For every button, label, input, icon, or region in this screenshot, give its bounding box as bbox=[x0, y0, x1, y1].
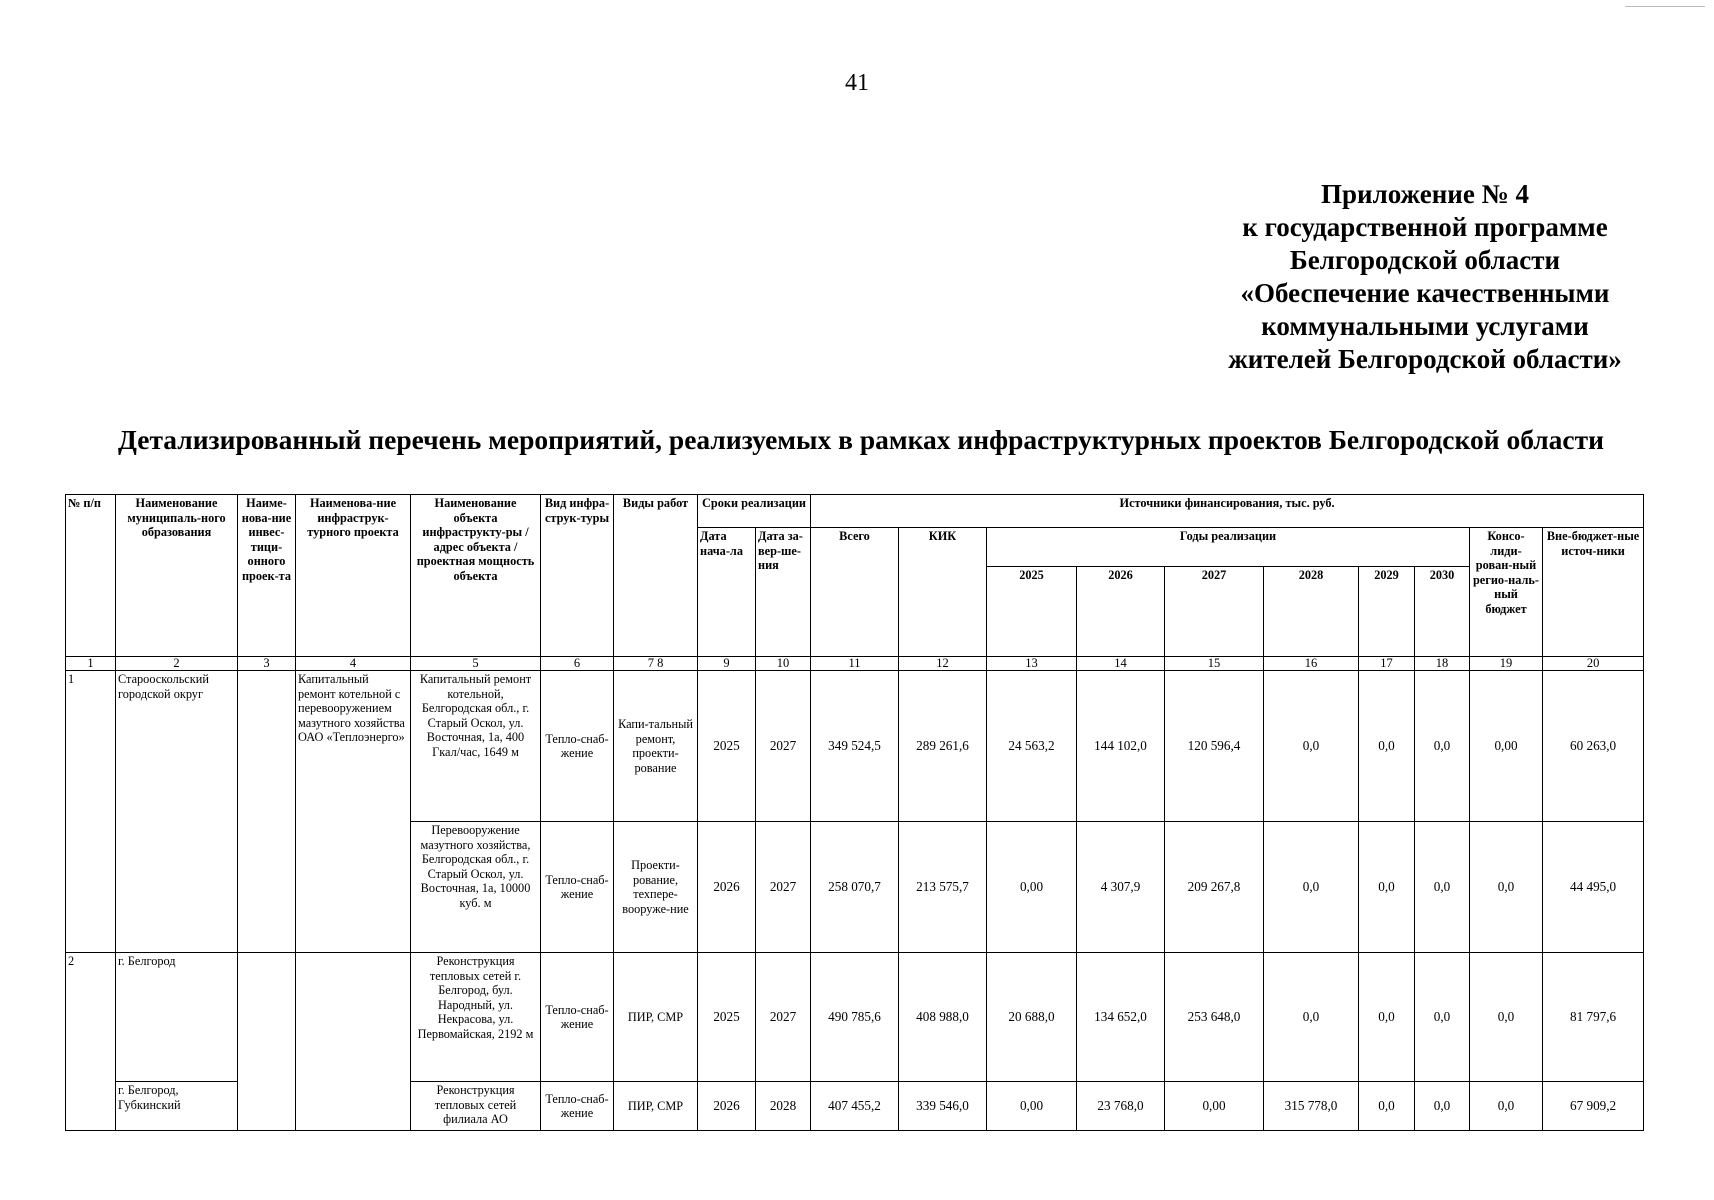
scan-artifact-line bbox=[1625, 6, 1705, 7]
cell-extra: 60 263,0 bbox=[1543, 671, 1644, 822]
header-terms: Сроки реализации bbox=[698, 495, 811, 528]
cell-extra: 81 797,6 bbox=[1543, 953, 1644, 1082]
cell-2030: 0,0 bbox=[1415, 671, 1470, 822]
column-number: 10 bbox=[756, 657, 811, 671]
document-title: Детализированный перечень мероприятий, реализуемых в рамках инфраструктурных проектов Белгородской области bbox=[117, 424, 1604, 455]
cell-2028: 0,0 bbox=[1264, 953, 1359, 1082]
cell-2025: 24 563,2 bbox=[987, 671, 1077, 822]
cell-2027: 253 648,0 bbox=[1165, 953, 1264, 1082]
cell-infra-type: Тепло-снаб-жение bbox=[541, 822, 614, 953]
cell-work-type: Проекти-рование, техпере-вооруже-ние bbox=[614, 822, 698, 953]
cell-start: 2025 bbox=[698, 671, 756, 822]
cell-consolidated: 0,0 bbox=[1470, 953, 1543, 1082]
cell-investment-project bbox=[238, 953, 296, 1131]
cell-extra: 67 909,2 bbox=[1543, 1082, 1644, 1131]
header-work-type: Виды работ bbox=[614, 495, 698, 657]
cell-end: 2027 bbox=[756, 822, 811, 953]
cell-2027: 209 267,8 bbox=[1165, 822, 1264, 953]
cell-municipality: Старооскольский городской округ bbox=[116, 671, 238, 953]
header-end-date: Дата за-вер-ше-ния bbox=[756, 528, 811, 657]
cell-object: Перевооружение мазутного хозяйства, Белгородская обл., г. Старый Оскол, ул. Восточная, 1а, 10000 куб. м bbox=[411, 822, 541, 953]
column-number: 19 bbox=[1470, 657, 1543, 671]
column-number: 18 bbox=[1415, 657, 1470, 671]
header-sources: Источники финансирования, тыс. руб. bbox=[811, 495, 1644, 528]
cell-num: 1 bbox=[66, 671, 116, 953]
column-number: 9 bbox=[698, 657, 756, 671]
cell-consolidated: 0,0 bbox=[1470, 1082, 1543, 1131]
cell-kik: 213 575,7 bbox=[899, 822, 987, 953]
cell-kik: 339 546,0 bbox=[899, 1082, 987, 1131]
cell-investment-project bbox=[238, 671, 296, 953]
header-infra-type: Вид инфра-струк-туры bbox=[541, 495, 614, 657]
table-row bbox=[66, 953, 1644, 1082]
column-number: 6 bbox=[541, 657, 614, 671]
cell-2026: 134 652,0 bbox=[1077, 953, 1165, 1082]
cell-work-type: ПИР, СМР bbox=[614, 1082, 698, 1131]
cell-total: 490 785,6 bbox=[811, 953, 899, 1082]
cell-infra-project bbox=[296, 953, 411, 1131]
cell-kik: 289 261,6 bbox=[899, 671, 987, 822]
cell-2026: 23 768,0 bbox=[1077, 1082, 1165, 1131]
appendix-line: коммунальными услугами bbox=[1261, 311, 1589, 341]
column-number: 4 bbox=[296, 657, 411, 671]
cell-start: 2025 bbox=[698, 953, 756, 1082]
cell-2028: 0,0 bbox=[1264, 671, 1359, 822]
header-year-2025: 2025 bbox=[987, 567, 1077, 657]
table-row bbox=[66, 671, 1644, 822]
cell-work-type: Капи-тальный ремонт, проекти-рование bbox=[614, 671, 698, 822]
cell-work-type: ПИР, СМР bbox=[614, 953, 698, 1082]
cell-infra-type: Тепло-снаб-жение bbox=[541, 671, 614, 822]
cell-end: 2027 bbox=[756, 671, 811, 822]
appendix-heading bbox=[1195, 178, 1655, 376]
column-number: 11 bbox=[811, 657, 899, 671]
header-year-2027: 2027 bbox=[1165, 567, 1264, 657]
column-number: 16 bbox=[1264, 657, 1359, 671]
column-number: 20 bbox=[1543, 657, 1644, 671]
cell-2026: 144 102,0 bbox=[1077, 671, 1165, 822]
cell-2030: 0,0 bbox=[1415, 822, 1470, 953]
cell-extra: 44 495,0 bbox=[1543, 822, 1644, 953]
page-number: 41 bbox=[845, 70, 869, 96]
column-number: 14 bbox=[1077, 657, 1165, 671]
header-kik: КИК bbox=[899, 528, 987, 657]
header-infra-object: Наименование объекта инфраструкту-ры / адрес объекта / проектная мощность объекта bbox=[411, 495, 541, 657]
cell-consolidated: 0,00 bbox=[1470, 671, 1543, 822]
appendix-line: Приложение № 4 bbox=[1321, 179, 1529, 209]
cell-num: 2 bbox=[66, 953, 116, 1131]
column-number: 15 bbox=[1165, 657, 1264, 671]
cell-total: 258 070,7 bbox=[811, 822, 899, 953]
cell-2025: 0,00 bbox=[987, 822, 1077, 953]
column-number: 12 bbox=[899, 657, 987, 671]
header-extra-budget: Вне-бюджет-ные источ-ники bbox=[1543, 528, 1644, 657]
column-number: 13 bbox=[987, 657, 1077, 671]
appendix-line: жителей Белгородской области» bbox=[1228, 344, 1622, 374]
cell-2030: 0,0 bbox=[1415, 1082, 1470, 1131]
column-number: 1 bbox=[66, 657, 116, 671]
column-number: 5 bbox=[411, 657, 541, 671]
cell-2027: 0,00 bbox=[1165, 1082, 1264, 1131]
cell-2025: 20 688,0 bbox=[987, 953, 1077, 1082]
column-number: 17 bbox=[1359, 657, 1415, 671]
header-investment-project: Наиме-нова-ние инвес-тици-онного проек-та bbox=[238, 495, 296, 657]
cell-object: Реконструкция тепловых сетей г. Белгород, бул. Народный, ул. Некрасова, ул. Первомайская, 2192 м bbox=[411, 953, 541, 1082]
cell-municipality: г. Белгород bbox=[116, 953, 238, 1082]
cell-total: 407 455,2 bbox=[811, 1082, 899, 1131]
cell-2026: 4 307,9 bbox=[1077, 822, 1165, 953]
cell-municipality: г. Белгород, Губкинский bbox=[116, 1082, 238, 1131]
cell-kik: 408 988,0 bbox=[899, 953, 987, 1082]
column-number: 3 bbox=[238, 657, 296, 671]
cell-2029: 0,0 bbox=[1359, 671, 1415, 822]
column-number: 7 8 bbox=[614, 657, 698, 671]
header-year-2028: 2028 bbox=[1264, 567, 1359, 657]
header-municipality: Наименование муниципаль-ного образования bbox=[116, 495, 238, 657]
cell-2028: 315 778,0 bbox=[1264, 1082, 1359, 1131]
cell-total: 349 524,5 bbox=[811, 671, 899, 822]
column-number: 2 bbox=[116, 657, 238, 671]
cell-consolidated: 0,0 bbox=[1470, 822, 1543, 953]
cell-2029: 0,0 bbox=[1359, 822, 1415, 953]
measures-table bbox=[65, 494, 1644, 1131]
header-total: Всего bbox=[811, 528, 899, 657]
appendix-line: к государственной программе bbox=[1242, 212, 1608, 242]
cell-end: 2027 bbox=[756, 953, 811, 1082]
appendix-line: «Обеспечение качественными bbox=[1240, 278, 1610, 308]
header-start-date: Дата нача-ла bbox=[698, 528, 756, 657]
cell-2027: 120 596,4 bbox=[1165, 671, 1264, 822]
column-number-row bbox=[66, 657, 1644, 671]
cell-infra-project: Капитальный ремонт котельной с перевооружением мазутного хозяйства ОАО «Теплоэнерго» bbox=[296, 671, 411, 953]
header-year-2030: 2030 bbox=[1415, 567, 1470, 657]
cell-2030: 0,0 bbox=[1415, 953, 1470, 1082]
cell-end: 2028 bbox=[756, 1082, 811, 1131]
cell-start: 2026 bbox=[698, 1082, 756, 1131]
cell-infra-type: Тепло-снаб-жение bbox=[541, 953, 614, 1082]
cell-2029: 0,0 bbox=[1359, 953, 1415, 1082]
cell-start: 2026 bbox=[698, 822, 756, 953]
header-consolidated-budget: Консо-лиди-рован-ный регио-наль-ный бюджет bbox=[1470, 528, 1543, 657]
cell-object: Капитальный ремонт котельной, Белгородская обл., г. Старый Оскол, ул. Восточная, 1а, 400 Гкал/час, 1649 м bbox=[411, 671, 541, 822]
appendix-line: Белгородской области bbox=[1289, 245, 1561, 275]
cell-2028: 0,0 bbox=[1264, 822, 1359, 953]
cell-object: Реконструкция тепловых сетей филиала АО bbox=[411, 1082, 541, 1131]
header-infra-project: Наименова-ние инфраструк-турного проекта bbox=[296, 495, 411, 657]
cell-infra-type: Тепло-снаб-жение bbox=[541, 1082, 614, 1131]
header-years: Годы реализации bbox=[987, 528, 1470, 567]
cell-2025: 0,00 bbox=[987, 1082, 1077, 1131]
header-year-2026: 2026 bbox=[1077, 567, 1165, 657]
header-num: № п/п bbox=[66, 495, 116, 657]
cell-2029: 0,0 bbox=[1359, 1082, 1415, 1131]
header-year-2029: 2029 bbox=[1359, 567, 1415, 657]
